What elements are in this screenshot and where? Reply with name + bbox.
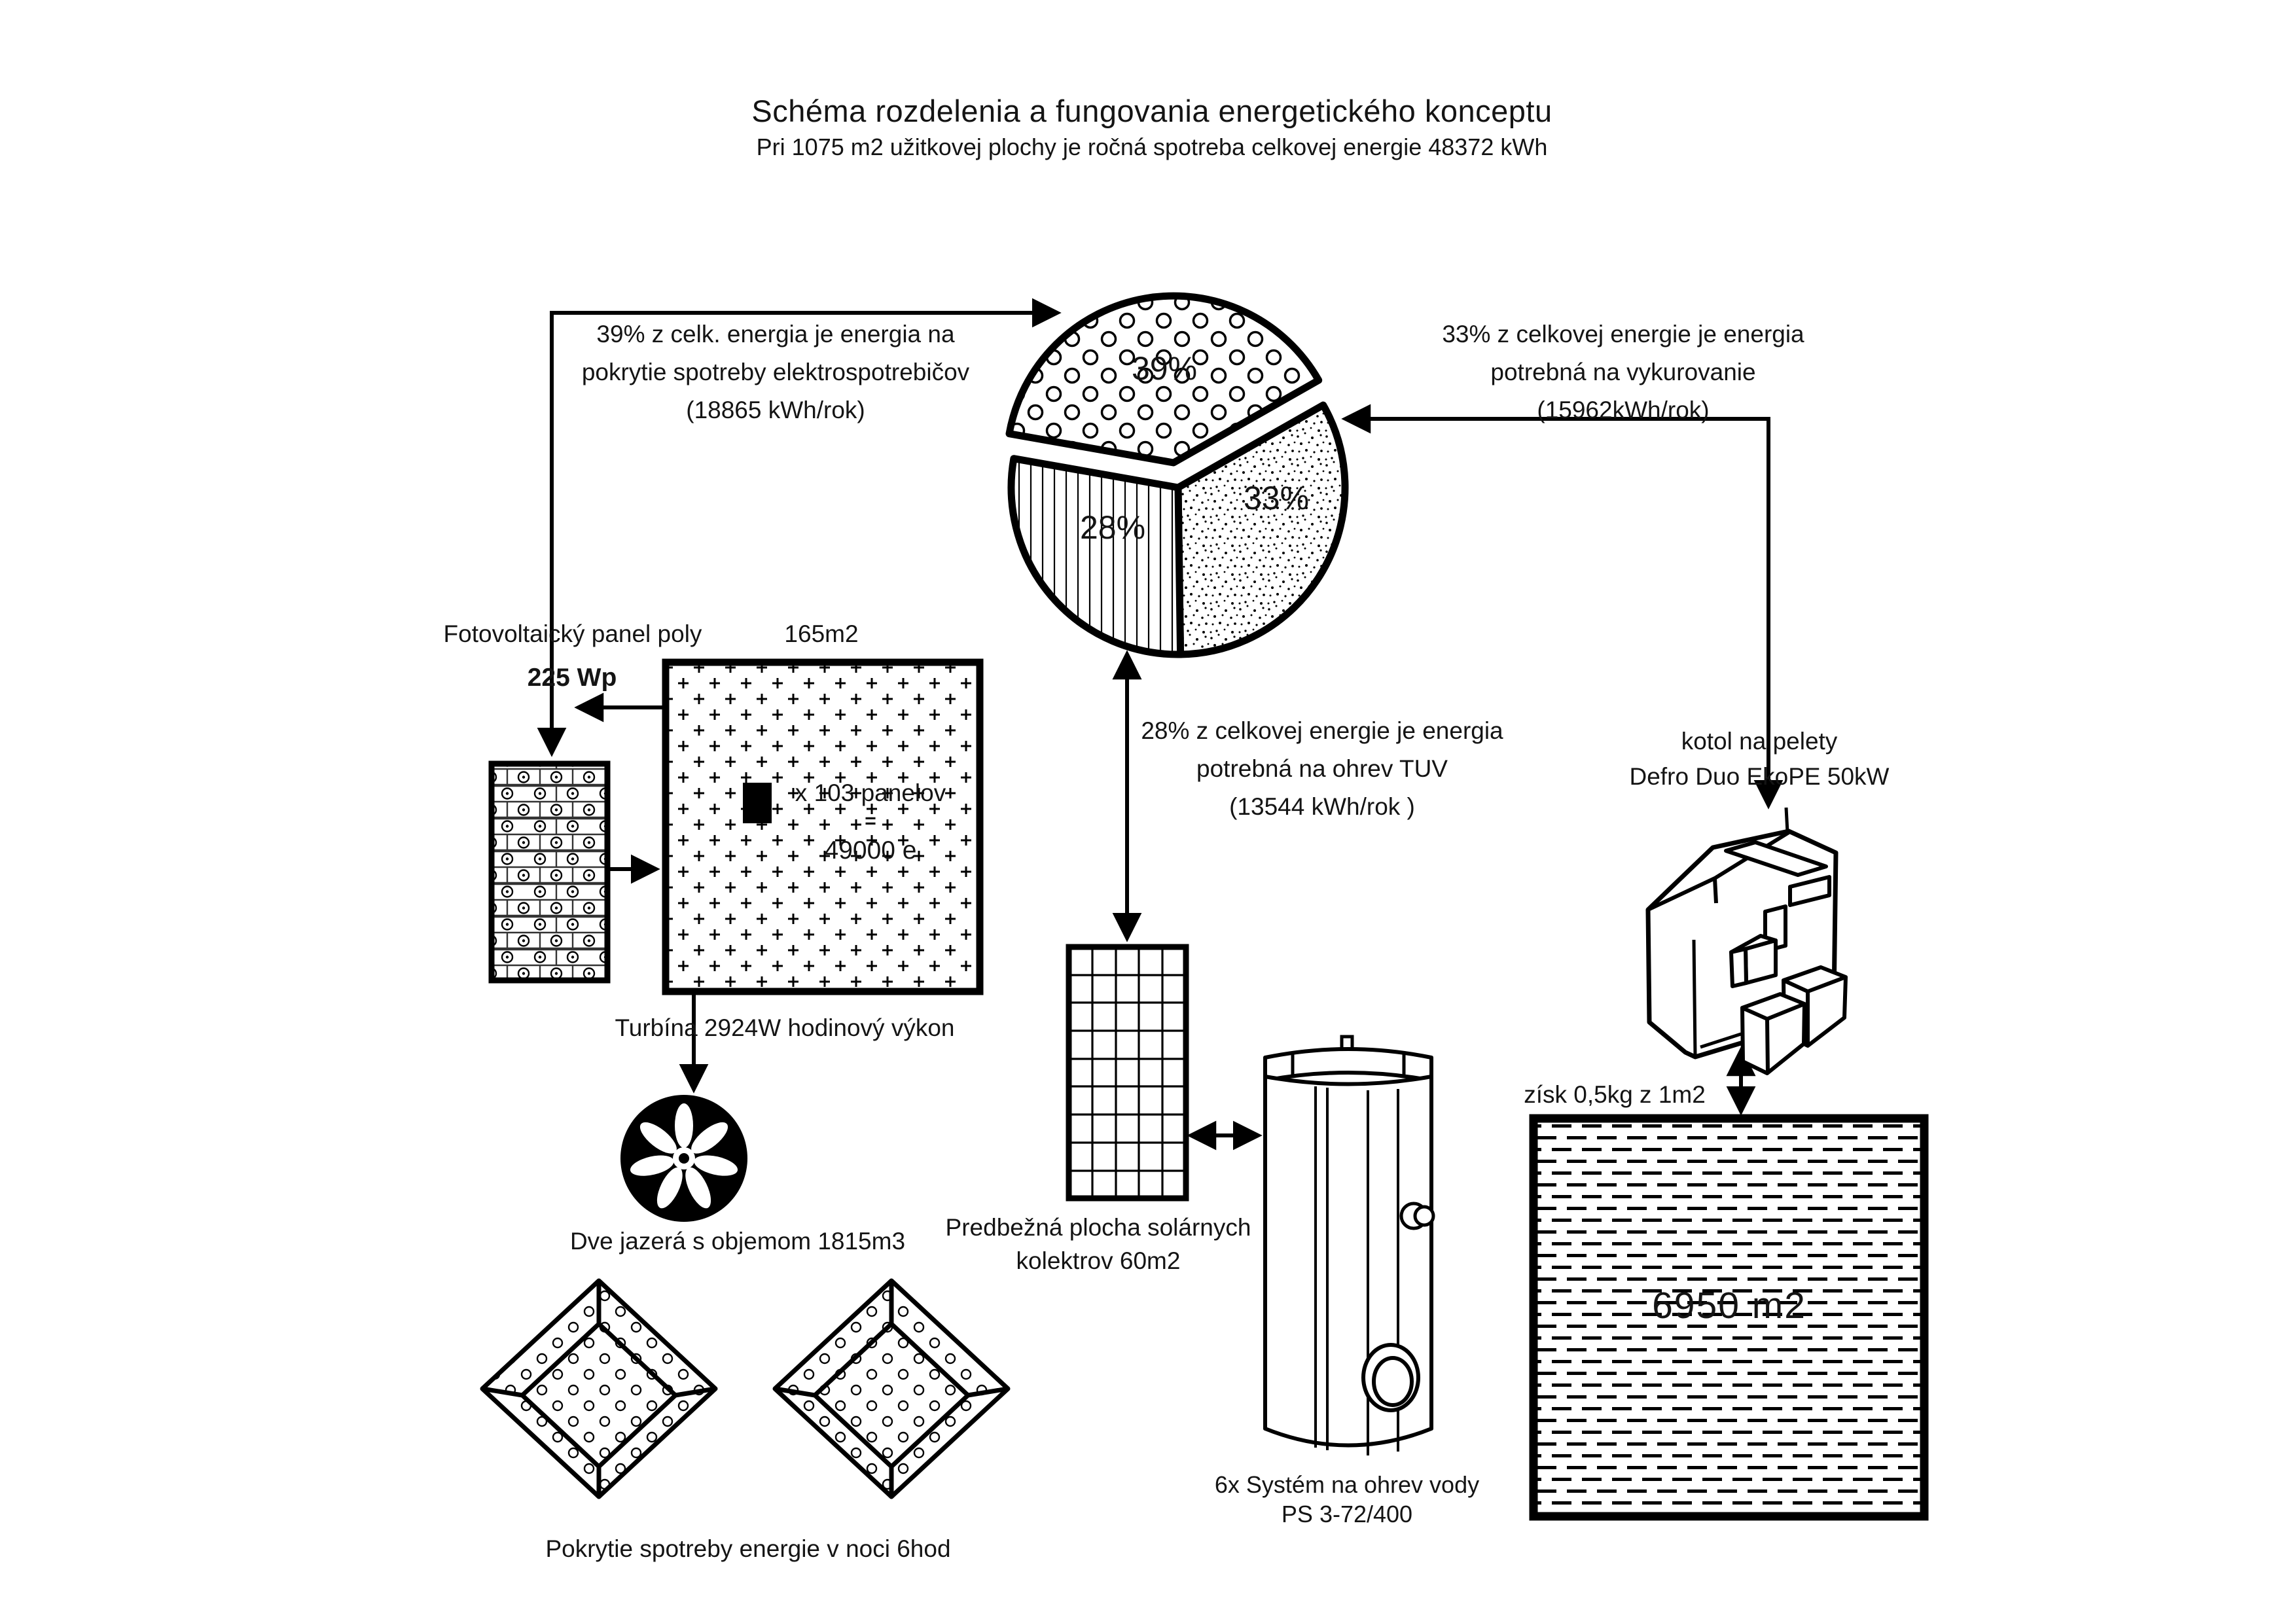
- pie-label-28: 28%: [1079, 509, 1146, 546]
- note-heating-line3: (15962kWh/rok): [1537, 397, 1710, 423]
- pellet-yield-label: získ 0,5kg z 1m2: [1524, 1081, 1706, 1108]
- turbine-label: Turbína 2924W hodinový výkon: [615, 1014, 955, 1041]
- solar-collector: [1069, 947, 1186, 1198]
- note-tuv-line2: potrebná na ohrev TUV: [1196, 755, 1448, 782]
- note-heating: [1442, 315, 1804, 429]
- turbine-fan-icon: [620, 1095, 747, 1222]
- boiler-chimney: [1786, 808, 1787, 832]
- note-tuv: [1141, 712, 1503, 826]
- collector-caption-line2: kolektrov 60m2: [1016, 1247, 1181, 1274]
- pv-area-label: 165m2: [784, 620, 859, 647]
- tank-caption-line1: 6x Systém na ohrev vody: [1214, 1471, 1480, 1498]
- note-electro-line1: 39% z celk. energia je energia na: [596, 321, 955, 348]
- pv-panel-small: [492, 764, 607, 980]
- tank-caption: [1215, 1470, 1479, 1529]
- page-title: Schéma rozdelenia a fungovania energetického konceptu: [751, 94, 1552, 128]
- pv-array-price: 49000 e: [824, 836, 917, 865]
- pv-array-equals: =: [865, 810, 876, 832]
- boiler-label-line2: Defro Duo EkoPE 50kW: [1629, 763, 1890, 790]
- pie-slice-28: [1011, 459, 1181, 654]
- pv-array-info: [795, 777, 946, 868]
- boiler-label: [1630, 724, 1890, 794]
- boiler-label-line1: kotol na pelety: [1681, 728, 1838, 755]
- pellet-field-area: 6950 m2: [1652, 1285, 1806, 1327]
- lake-right: [775, 1281, 1008, 1497]
- pv-array-unit-swatch: [743, 783, 772, 823]
- note-heating-line1: 33% z celkovej energie je energia: [1442, 321, 1804, 348]
- lake-left: [482, 1281, 715, 1497]
- pie-label-33: 33%: [1243, 480, 1310, 516]
- note-electro-line3: (18865 kWh/rok): [686, 397, 865, 423]
- note-electro-line2: pokrytie spotreby elektrospotrebičov: [581, 359, 970, 385]
- storage-tank: [1265, 1037, 1433, 1455]
- collector-caption: [946, 1211, 1251, 1277]
- pv-array-count: x 103 panelov: [795, 779, 946, 806]
- pv-panel-label: Fotovoltaický panel poly: [443, 620, 702, 647]
- tank-caption-line2: PS 3-72/400: [1281, 1501, 1413, 1527]
- note-heating-line2: potrebná na vykurovanie: [1490, 359, 1756, 385]
- lakes-caption: Pokrytie spotreby energie v noci 6hod: [545, 1535, 951, 1562]
- note-tuv-line3: (13544 kWh/rok ): [1229, 793, 1415, 820]
- tank-cap: [1265, 1049, 1431, 1080]
- lakes-title: Dve jazerá s objemom 1815m3: [569, 1228, 906, 1255]
- note-electro: [582, 315, 969, 429]
- note-tuv-line1: 28% z celkovej energie je energia: [1141, 717, 1503, 744]
- collector-caption-line1: Predbežná plocha solárnych: [945, 1214, 1251, 1241]
- pellet-boiler: [1648, 808, 1846, 1073]
- pie-label-39: 39%: [1131, 350, 1198, 387]
- pv-power-label: 225 Wp: [527, 664, 617, 692]
- page-subtitle: Pri 1075 m2 užitkovej plochy je ročná spotreba celkovej energie 48372 kWh: [756, 134, 1548, 160]
